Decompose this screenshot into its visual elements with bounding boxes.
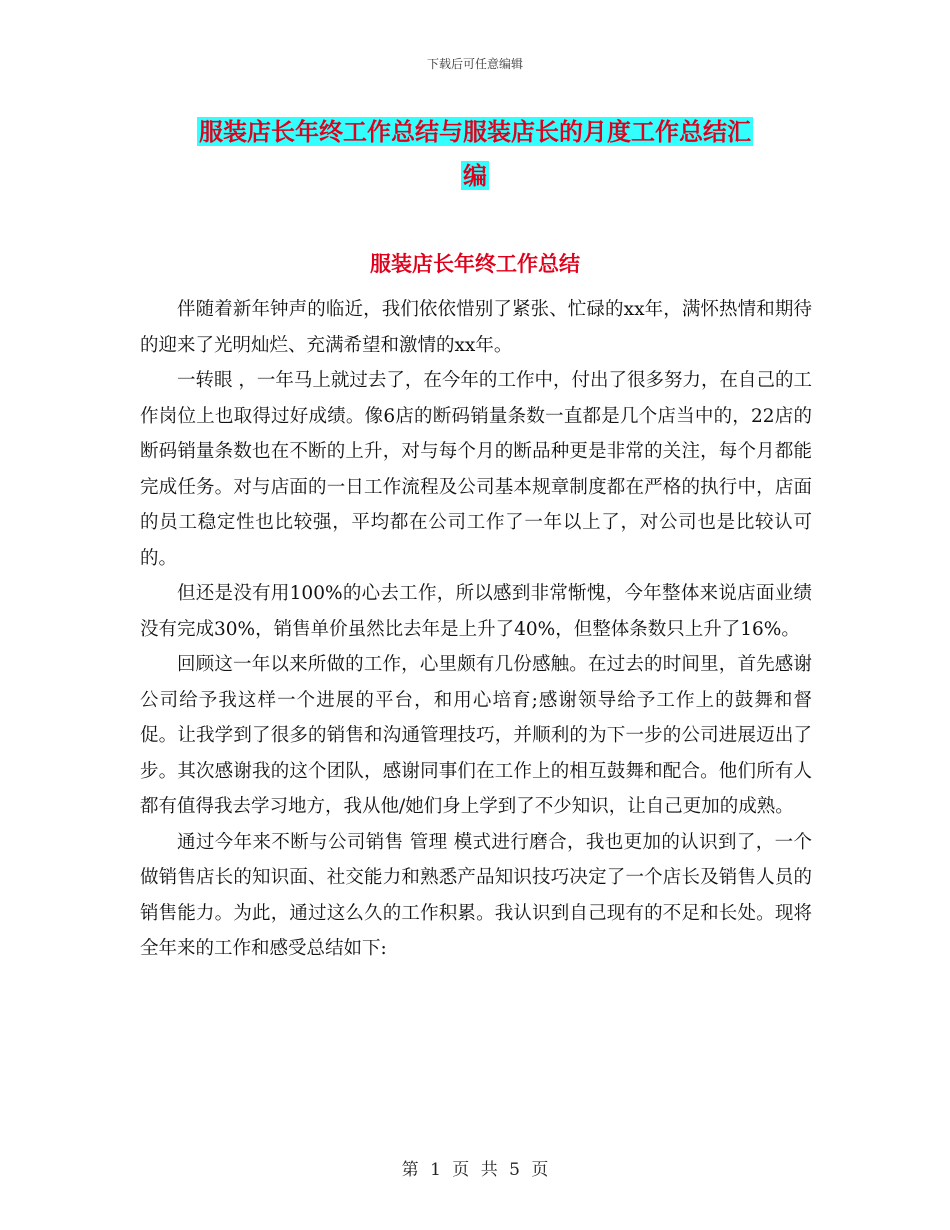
section-title: 服装店长年终工作总结 [370,251,580,276]
page-number-footer: 第 1 页 共 5 页 [401,1160,549,1180]
body-text [140,292,812,967]
paragraph-1: 伴随着新年钟声的临近，我们依依惜别了紧张、忙碌的xx年，满怀热情和期待的迎来了光明灿烂、充满希望和激情的xx年。 [140,299,812,356]
paragraph-5: 通过今年来不断与公司销售 管理 模式进行磨合，我也更加的认识到了，一个做销售店长的知识面、社交能力和熟悉产品知识技巧决定了一个店长及销售人员的销售能力。为此，通过这么久的工作积累。我认识到自己现有的不足和长处。现将全年来的工作和感受总结如下: [140,831,812,959]
paragraph-3: 但还是没有用100%的心去工作，所以感到非常惭愧，今年整体来说店面业绩没有完成30%，销售单价虽然比去年是上升了40%，但整体条数只上升了16%。 [140,583,812,640]
document-title-line-1: 服装店长年终工作总结与服装店长的月度工作总结汇 [199,117,751,146]
paragraph-4: 回顾这一年以来所做的工作，心里颇有几份感触。在过去的时间里，首先感谢公司给予我这样一个进展的平台，和用心培育;感谢领导给予工作上的鼓舞和督促。让我学到了很多的销售和沟通管理技巧，并顺利的为下一步的公司进展迈出了步。其次感谢我的这个团队，感谢同事们在工作上的相互鼓舞和配合。他们所有人都有值得我去学习地方，我从他/她们身上学到了不少知识，让自己更加的成熟。 [140,654,812,817]
document-title-line-2: 编 [463,161,487,190]
header-note: 下载后可任意编辑 [426,57,523,71]
paragraph-2: 一转眼 ，一年马上就过去了，在今年的工作中，付出了很多努力，在自己的工作岗位上也取得过好成绩。像6店的断码销量条数一直都是几个店当中的，22店的断码销量条数也在不断的上升，对与每个月的断品种更是非常的关注，每个月都能完成任务。对与店面的一日工作流程及公司基本规章制度都在严格的执行中，店面的员工稳定性也比较强，平均都在公司工作了一年以上了，对公司也是比较认可的。 [140,370,812,569]
document-title [140,110,810,198]
